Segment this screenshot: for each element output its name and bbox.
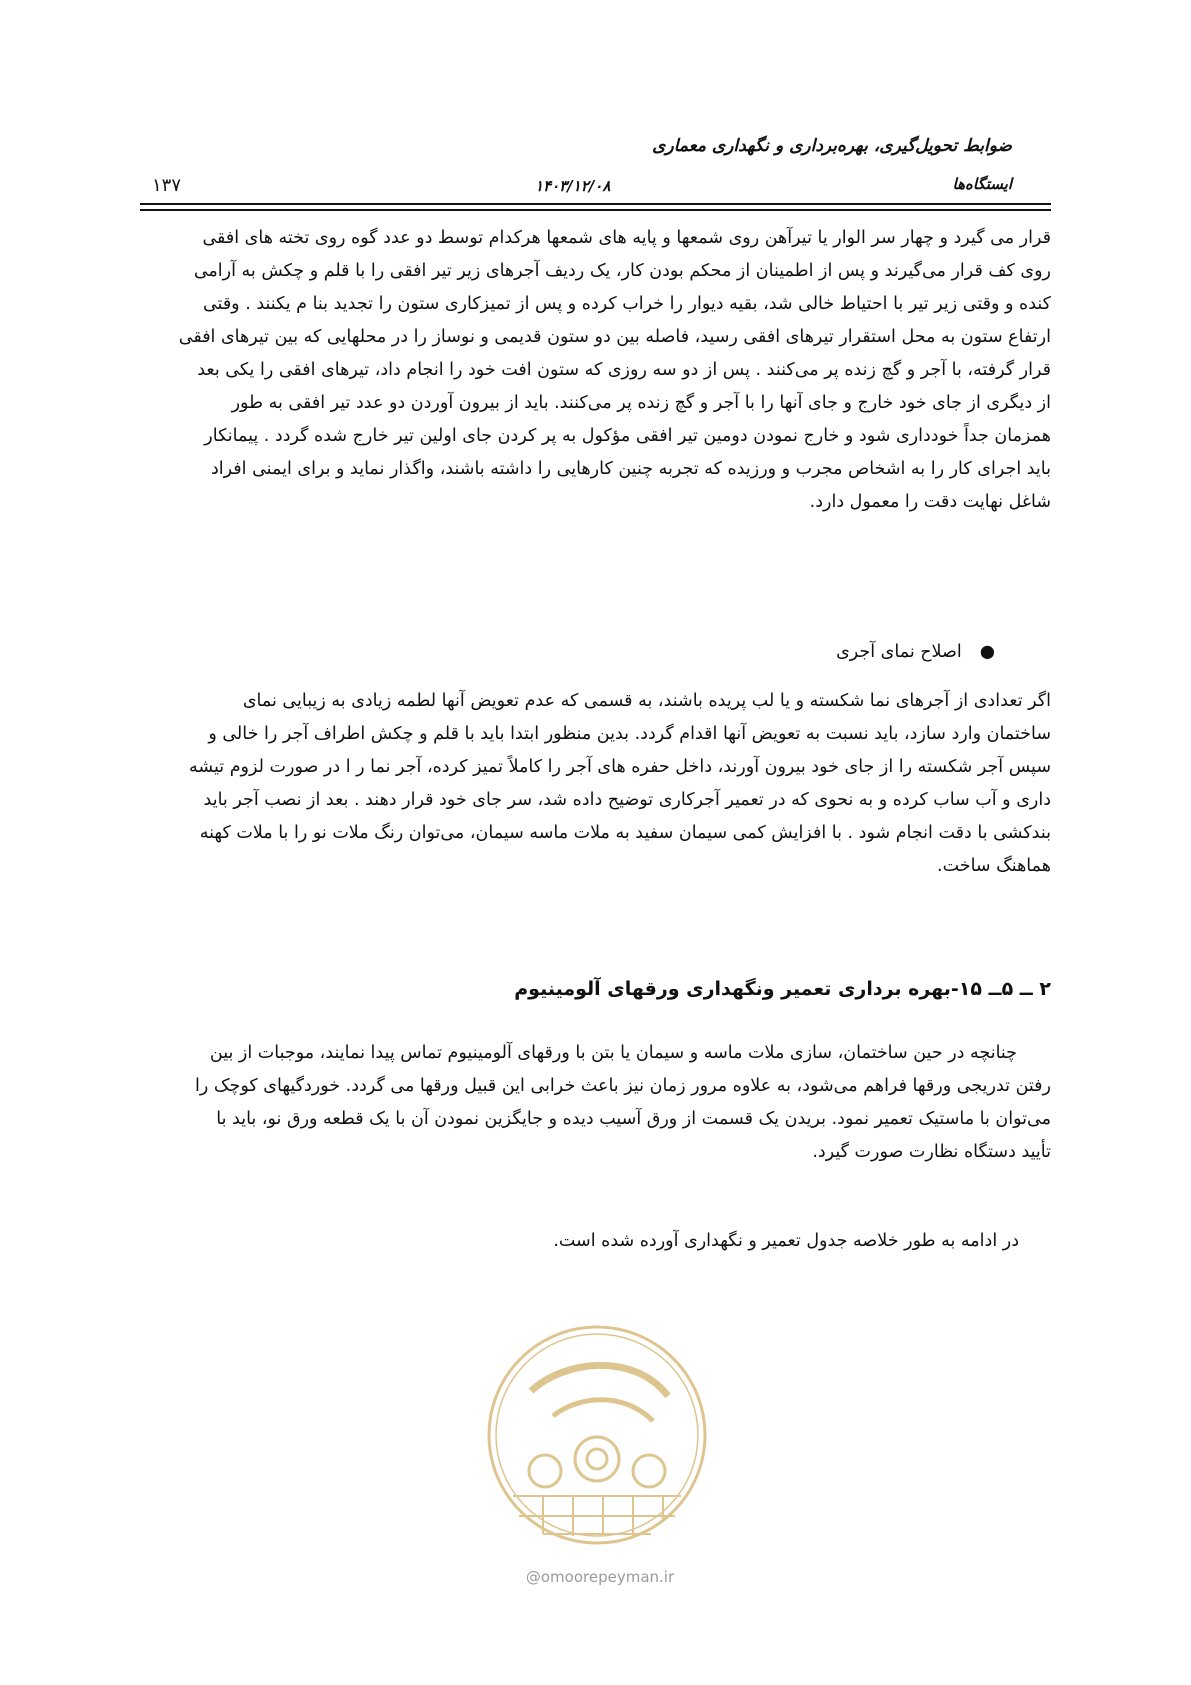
text-line: رفتن تدریجی ورقها فراهم می‌شود، به علاوه مرور زمان نیز باعث خرابی این قبیل ورقها می گردد. خوردگیهای کوچک را xyxy=(195,1076,1051,1096)
paragraph-aluminium xyxy=(140,1037,1051,1169)
paragraph-summary: در ادامه به طور خلاصه جدول تعمیر و نگهداری آورده شده است. xyxy=(553,1231,1019,1251)
text-line: از دیگری از جای خود خارج و جای آنها را با آجر و گچ زنده پر می‌کنند. باید از بیرون آوردن دو عدد تیر افقی به طور xyxy=(231,393,1051,413)
text-line: اگر تعدادی از آجرهای نما شکسته و یا لب پریده باشند، به قسمی که عدم تعویض آنها لطمه زیادی به زیبایی نمای xyxy=(242,691,1051,711)
text-line: داری و آب ساب کرده و به نحوی که در تعمیر آجرکاری توضیح داده شد، سر جای خود قرار دهند . بعد از نصب آجر باید xyxy=(203,790,1051,810)
paragraph-brick-facade xyxy=(140,685,1051,883)
header-rule-top xyxy=(140,203,1051,205)
header-subtitle: ایستگاه‌ها xyxy=(952,175,1012,193)
text-line: چنانچه در حین ساختمان، سازی ملات ماسه و سیمان یا بتن با ورقهای آلومینیوم تماس پیدا نمایند، موجبات از بین xyxy=(209,1043,1017,1063)
page-number: ۱۳۷ xyxy=(152,175,182,196)
text-line: می‌توان با ماستیک تعمیر نمود. بریدن یک قسمت از ورق آسیب دیده و جایگزین نمودن آن با یک قطعه ورق نو، باید با xyxy=(216,1109,1051,1129)
text-line: ارتفاع ستون به محل استقرار تیرهای افقی رسید، فاصله بین دو ستون قدیمی و نوساز را در محلهایی که بین تیرهای افقی xyxy=(178,327,1051,347)
text-line: ساختمان وارد سازد، باید نسبت به تعویض آنها اقدام گردد. بدین منظور ابتدا باید با قلم و چکش اطراف آجر را خالی و xyxy=(208,724,1051,744)
text-line: تأیید دستگاه نظارت صورت گیرد. xyxy=(812,1142,1051,1162)
text-line: بندکشی با دقت انجام شود . با افزایش کمی سیمان سفید به ملات ماسه سیمان، می‌توان رنگ ملات نو را با ملات کهنه xyxy=(199,823,1051,843)
header-date: ۱۴۰۳/۱۲/۰۸ xyxy=(535,177,611,195)
watermark-url: @omoorepeyman.ir xyxy=(525,1568,675,1586)
paragraph-shoring xyxy=(140,222,1051,519)
text-line: کنده و وقتی زیر تیر با احتیاط خالی شد، بقیه دیوار را خراب کرده و پس از تمیزکاری ستون را تجدید بنا م یکنند . وقتی xyxy=(202,294,1051,314)
bullet-icon: ● xyxy=(979,642,995,662)
text-line: قرار گرفته، با آجر و گچ زنده پر می‌کنند . پس از دو سه روزی که ستون افت خود را انجام داد، تیرهای افقی را یکی بعد xyxy=(197,360,1051,380)
section-heading: ۲ ــ ۵ــ ۱۵-بهره برداری تعمیر ونگهداری ورقهای آلومینیوم xyxy=(514,978,1051,1000)
text-line: همزمان جداً خودداری شود و خارج نمودن دومین تیر افقی مؤکول به پر کردن جای اولین تیر خارج شده گردد . پیمانکار xyxy=(204,426,1051,446)
text-line: روی کف قرار می‌گیرند و پس از اطمینان از محکم بودن کار، یک ردیف آجرهای زیر تیر افقی را با قلم و چکش به آرامی xyxy=(193,261,1051,281)
bullet-item xyxy=(836,636,995,669)
watermark-seal-icon xyxy=(483,1321,711,1549)
text-line: هماهنگ ساخت. xyxy=(937,856,1051,876)
text-line: سپس آجر شکسته را از جای خود بیرون آورند، داخل حفره های آجر را کاملاً تمیز کرده، آجر نما ر ا در صورت لزوم تیشه xyxy=(189,757,1051,777)
header-title: ضوابط تحویل‌گیری، بهره‌برداری و نگهداری معماری xyxy=(652,136,1012,156)
text-line: شاغل نهایت دقت را معمول دارد. xyxy=(809,492,1051,512)
header-rule-bottom xyxy=(140,209,1051,211)
text-line: قرار می گیرد و چهار سر الوار یا تیرآهن روی شمعها و پایه های شمعها هرکدام توسط دو عدد گوه روی تخته های افقی xyxy=(202,228,1051,248)
bullet-label: اصلاح نمای آجری xyxy=(836,642,962,662)
text-line: باید اجرای کار را به اشخاص مجرب و ورزیده که تجربه چنین کارهایی را داشته باشند، واگذار نماید و برای ایمنی افراد xyxy=(211,459,1051,479)
